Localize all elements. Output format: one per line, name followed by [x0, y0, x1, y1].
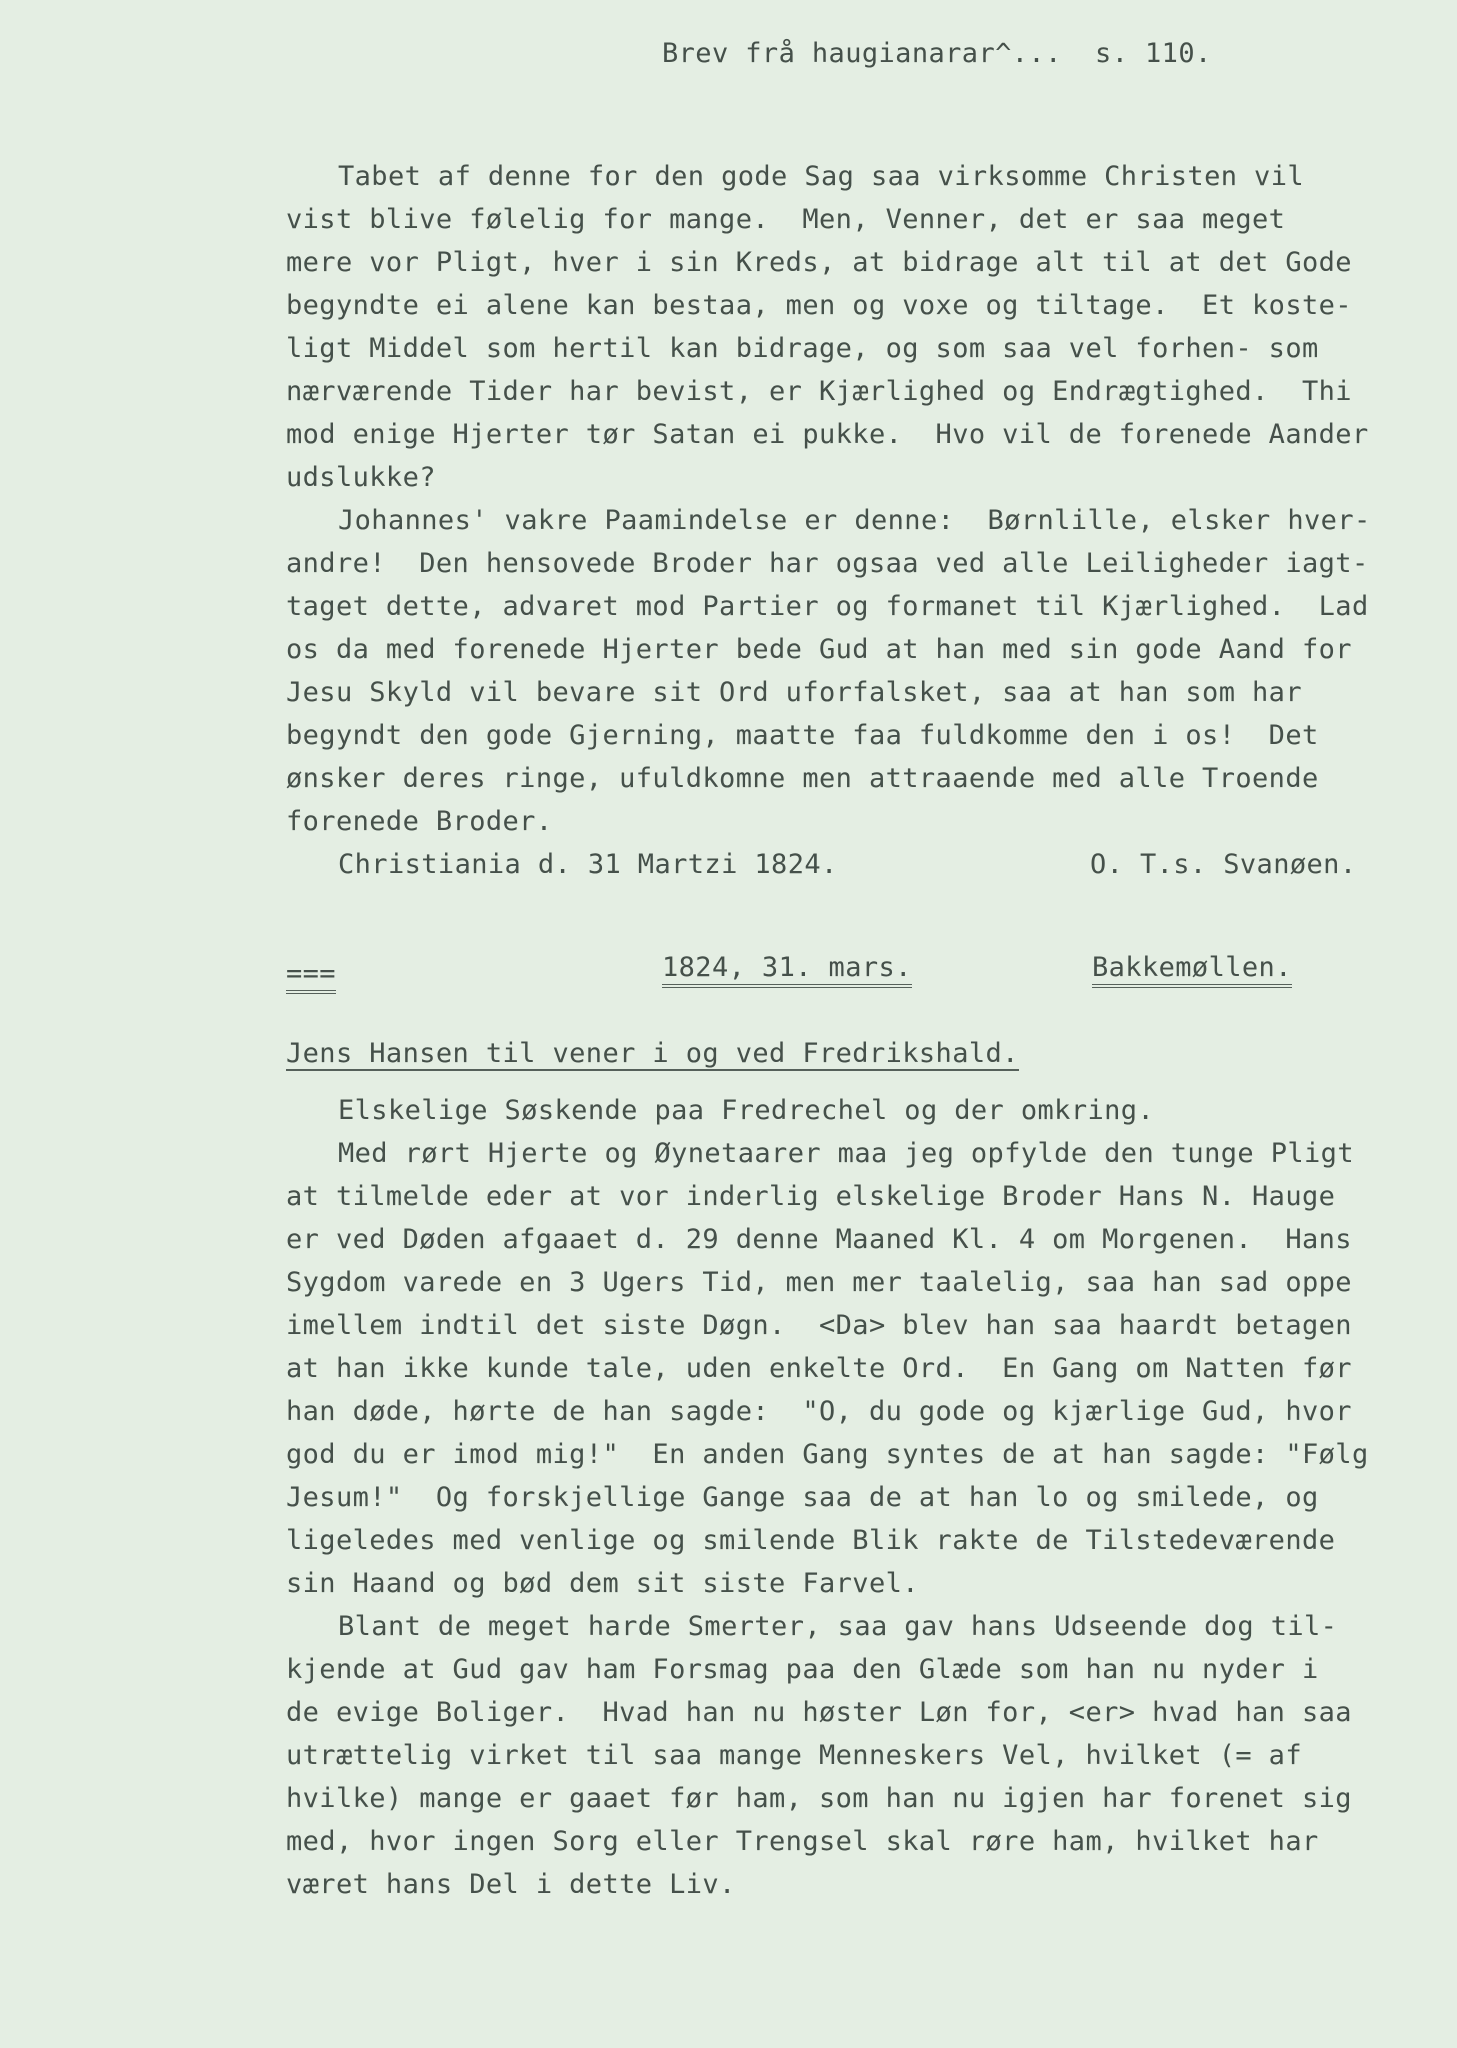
- letter1-line: vist blive følelig for mange. Men, Venner, det er saa meget: [286, 204, 1286, 235]
- entry-place: Bakkemøllen.: [1092, 954, 1292, 988]
- letter1-line: ligt Middel som hertil kan bidrage, og som saa vel forhen- som: [286, 333, 1319, 364]
- letter1-line: ønsker deres ringe, ufuldkomne men attraaende med alle Troende: [286, 763, 1319, 794]
- letter2-line: Blant de meget harde Smerter, saa gav hans Udseende dog til-: [338, 1611, 1338, 1642]
- letter2-line: han døde, hørte de han sagde: "O, du gode og kjærlige Gud, hvor: [286, 1396, 1352, 1427]
- letter2-line: de evige Boliger. Hvad han nu høster Løn for, <er> hvad han saa: [286, 1697, 1352, 1728]
- letter2-line: imellem indtil det siste Døgn. <Da> blev han saa haardt betagen: [286, 1310, 1352, 1341]
- letter1-line: mod enige Hjerter tør Satan ei pukke. Hvo vil de forenede Aander: [286, 419, 1369, 450]
- letter1-line: begyndte ei alene kan bestaa, men og voxe og tiltage. Et koste-: [286, 290, 1352, 321]
- letter2-line: Sygdom varede en 3 Ugers Tid, men mer taalelig, saa han sad oppe: [286, 1267, 1352, 1298]
- letter2-line: at tilmelde eder at vor inderlig elskelige Broder Hans N. Hauge: [286, 1181, 1336, 1212]
- entry-date: 1824, 31. mars.: [662, 954, 912, 988]
- letter1-line: andre! Den hensovede Broder har ogsaa ved alle Leiligheder iagt-: [286, 548, 1369, 579]
- letter1-line: Johannes' vakre Paamindelse er denne: Børnlille, elsker hver-: [338, 505, 1371, 536]
- entry-title: Jens Hansen til vener i og ved Fredrikshald.: [286, 1038, 1019, 1069]
- letter1-line: udslukke?: [286, 462, 436, 493]
- letter1-line: begyndt den gode Gjerning, maatte faa fuldkomme den i os! Det: [286, 720, 1319, 751]
- letter2-line: Elskelige Søskende paa Fredrechel og der omkring.: [338, 1095, 1155, 1126]
- letter1-line: os da med forenede Hjerter bede Gud at han med sin gode Aand for: [286, 634, 1352, 665]
- letter2-line: er ved Døden afgaaet d. 29 denne Maaned Kl. 4 om Morgenen. Hans: [286, 1224, 1352, 1255]
- letter1-place-date: Christiania d. 31 Martzi 1824.: [338, 849, 838, 880]
- entry-marker: ===: [286, 960, 336, 994]
- letter2-line: med, hvor ingen Sorg eller Trengsel skal røre ham, hvilket har: [286, 1826, 1319, 1857]
- letter2-line: god du er imod mig!" En anden Gang syntes de at han sagde: "Følg: [286, 1439, 1369, 1470]
- letter2-line: at han ikke kunde tale, uden enkelte Ord. En Gang om Natten før: [286, 1353, 1352, 1384]
- letter2-line: været hans Del i dette Liv.: [286, 1869, 736, 1900]
- letter1-line: forenede Broder.: [286, 806, 553, 837]
- letter1-line: Jesu Skyld vil bevare sit Ord uforfalsket, saa at han som har: [286, 677, 1302, 708]
- letter2-line: ligeledes med venlige og smilende Blik rakte de Tilstedeværende: [286, 1525, 1336, 1556]
- page-header: Brev frå haugianarar^... s. 110.: [662, 38, 1212, 69]
- letter2-line: hvilke) mange er gaaet før ham, som han nu igjen har forenet sig: [286, 1783, 1352, 1814]
- letter2-line: Med rørt Hjerte og Øynetaarer maa jeg opfylde den tunge Pligt: [338, 1138, 1354, 1169]
- letter1-line: nærværende Tider har bevist, er Kjærlighed og Endrægtighed. Thi: [286, 376, 1352, 407]
- letter2-line: Jesum!" Og forskjellige Gange saa de at han lo og smilede, og: [286, 1482, 1319, 1513]
- letter2-line: kjende at Gud gav ham Forsmag paa den Glæde som han nu nyder i: [286, 1654, 1319, 1685]
- letter1-signature: O. T.s. Svanøen.: [1090, 849, 1357, 880]
- letter1-line: Tabet af denne for den gode Sag saa virksomme Christen vil: [338, 161, 1305, 192]
- letter1-line: mere vor Pligt, hver i sin Kreds, at bidrage alt til at det Gode: [286, 247, 1352, 278]
- letter2-line: utrættelig virket til saa mange Menneskers Vel, hvilket (= af: [286, 1740, 1302, 1771]
- letter1-line: taget dette, advaret mod Partier og formanet til Kjærlighed. Lad: [286, 591, 1369, 622]
- letter2-line: sin Haand og bød dem sit siste Farvel.: [286, 1568, 919, 1599]
